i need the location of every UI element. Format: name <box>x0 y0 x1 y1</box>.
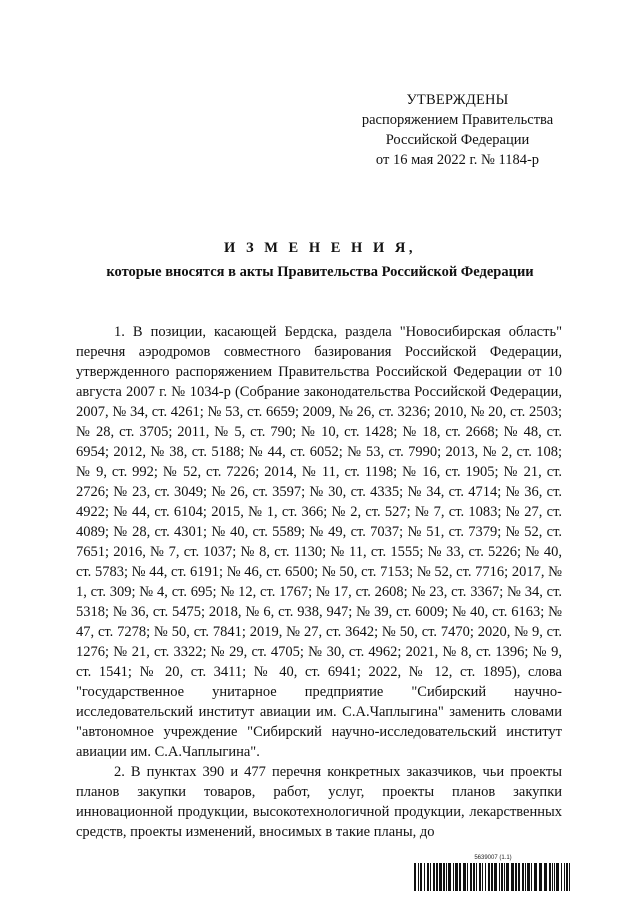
approval-line-1: распоряжением Правительства <box>361 112 554 128</box>
barcode-bar <box>424 863 425 891</box>
barcode-bar <box>473 863 475 891</box>
barcode-bar <box>534 863 537 891</box>
barcode-bar <box>459 863 461 891</box>
paragraph-1: 1. В позиции, касающей Бердска, раздела "Новосибирская область" перечня аэродромов совместного базирования Российской Федерации, утвержденного распоряжением Правительства Российской Федерации от 10 августа 2007 г. № 1034-р (Собрание законодательства Российской Федерации, 2007, № 34, ст. 4261; № 53, ст. 6659; 2009, № 26, ст. 3236; 2010, № 20, ст. 2503; № 28, ст. 3705; 2011, № 5, ст. 790; № 10, ст. 1428; № 18, ст. 2668; № 48, ст. 6954; 2012, № 38, ст. 5188; № 44, ст. 6052; № 53, ст. 7990; 2013, № 2, ст. 108; № 9, ст. 992; № 52, ст. 7226; 2014, № 11, ст. 1198; № 16, ст. 1905; № 21, ст. 2726; № 23, ст. 3049; № 26, ст. 3597; № 30, ст. 4335; № 34, ст. 4714; № 36, ст. 4922; № 44, ст. 6104; 2015, № 1, ст. 366; № 2, ст. 527; № 7, ст. 1083; № 27, ст. 4089; № 28, ст. 4301; № 40, ст. 5589; № 49, ст. 7037; № 51, ст. 7379; № 52, ст. 7651; 2016, № 7, ст. 1037; № 8, ст. 1130; № 11, ст. 1555; № 33, ст. 5226; № 40, ст. 5783; № 44, ст. 6191; № 46, ст. 6500; № 50, ст. 7153; № 52, ст. 7716; 2017, № 1, ст. 309; № 4, ст. 695; № 12, ст. 1767; № 17, ст. 2608; № 23, ст. 3367; № 34, ст. 5318; № 36, ст. 5475; 2018, № 6, ст. 938, 947; № 39, ст. 6009; № 40, ст. 6163; № 47, ст. 7278; № 50, ст. 7841; 2019, № 27, ст. 3642; № 50, ст. 7470; 2020, № 9, ст. 1276; № 21, ст. 3322; № 29, ст. 4705; № 30, ст. 4962; 2021, № 8, ст. 1396; № 9, ст. 1541; № 20, ст. 3411; № 40, ст. 6941; 2022, № 12, ст. 1895), слова "государственное унитарное предприятие "Сибирский научно-исследовательский институт авиации им. С.А.Чаплыгина" заменить словами "автономное учреждение "Сибирский научно-исследовательский институт авиации им. С.А.Чаплыгина". <box>76 324 562 760</box>
barcode-bar <box>552 863 553 891</box>
barcode-bar <box>439 863 442 891</box>
barcode-bar <box>561 863 562 891</box>
barcode-bar <box>525 863 526 891</box>
barcode-bar <box>539 863 542 891</box>
approval-heading: УТВЕРЖДЕНЫ <box>406 92 509 108</box>
barcode-bar <box>446 863 447 891</box>
paragraph-2: 2. В пунктах 390 и 477 перечня конкретных заказчиков, чьи проекты планов закупки товаров, работ, услуг, проекты планов закупки инновационной продукции, высокотехнологичной продукции, лекарственных средств, проекты изменений, вносимых в такие планы, до <box>76 764 562 840</box>
barcode-bar <box>418 863 419 891</box>
barcode-bar <box>443 863 445 891</box>
barcode-bar <box>491 863 493 891</box>
barcode-bar <box>430 863 431 891</box>
barcode-bar <box>501 863 503 891</box>
barcode-bar <box>488 863 490 891</box>
document-title: И З М Е Н Е Н И Я, <box>224 240 416 256</box>
barcode-bar <box>433 863 435 891</box>
barcode-bar <box>518 863 520 891</box>
barcode-number: 5639007 (1.1) <box>474 855 512 861</box>
approval-line-2: Российской Федерации <box>385 132 530 148</box>
barcode-block <box>414 854 572 892</box>
document-body <box>76 322 562 842</box>
barcode-bar <box>527 863 530 891</box>
barcode-bar <box>564 863 565 891</box>
barcode-bar <box>470 863 472 891</box>
document-subtitle: которые вносятся в акты Правительства Российской Федерации <box>106 264 534 280</box>
barcode-bar <box>455 863 458 891</box>
barcode-bar <box>504 863 505 891</box>
barcode-bar <box>494 863 497 891</box>
barcode-bar <box>522 863 524 891</box>
barcode-icon <box>414 863 572 891</box>
barcode-bar <box>511 863 514 891</box>
barcode-bar <box>453 863 454 891</box>
approval-block <box>340 90 575 170</box>
barcode-bar <box>463 863 466 891</box>
barcode-bar <box>485 863 486 891</box>
barcode-bar <box>506 863 509 891</box>
barcode-bar <box>436 863 438 891</box>
barcode-bar <box>566 863 568 891</box>
barcode-bar <box>448 863 451 891</box>
barcode-bar <box>569 863 570 891</box>
barcode-bar <box>482 863 483 891</box>
approval-line-3: от 16 мая 2022 г. № 1184-р <box>375 152 540 168</box>
barcode-bar <box>467 863 468 891</box>
barcode-bar <box>499 863 500 891</box>
barcode-bar <box>531 863 532 891</box>
barcode-bar <box>515 863 517 891</box>
barcode-bar <box>476 863 477 891</box>
barcode-bar <box>479 863 481 891</box>
barcode-bar <box>556 863 559 891</box>
barcode-bar <box>414 863 416 891</box>
barcode-bar <box>420 863 422 891</box>
barcode-bar <box>549 863 551 891</box>
barcode-bar <box>427 863 429 891</box>
barcode-bar <box>554 863 555 891</box>
barcode-bar <box>544 863 547 891</box>
